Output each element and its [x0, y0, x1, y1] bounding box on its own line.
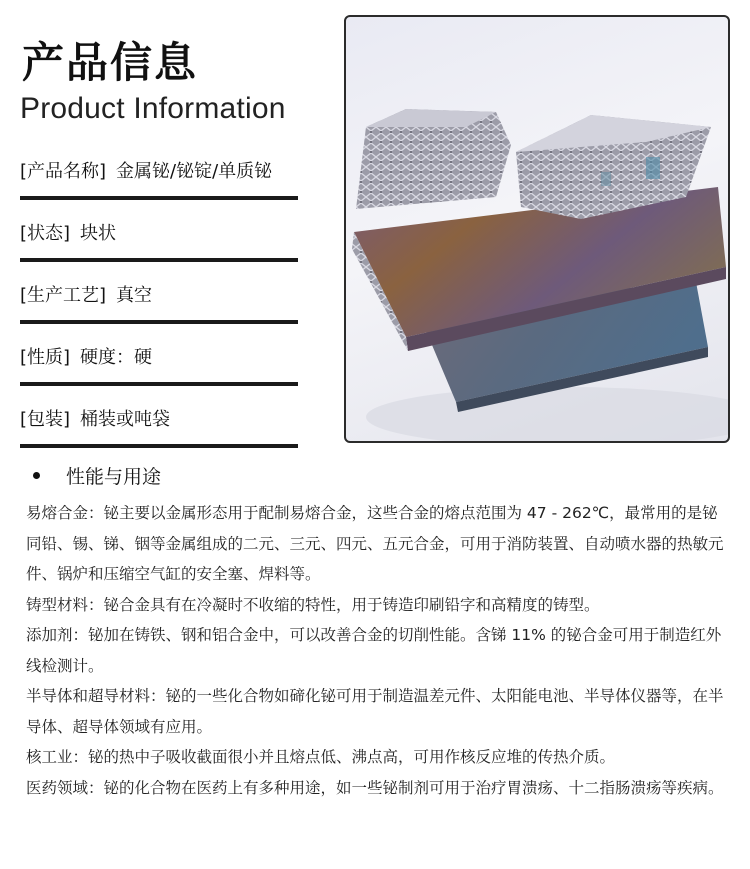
paragraph-fusible-alloy: 易熔合金：铋主要以金属形态用于配制易熔合金，这些合金的熔点范围为 47 - 262℃，最常用的是铋同铅、锡、锑、铟等金属组成的二元、三元、四元、五元合金，可用于消防装置、自动喷水器的热敏元件、锅炉和压缩空气缸的安全塞、焊料等。	[26, 504, 724, 583]
spec-row-process	[20, 267, 298, 324]
spec-value: 金属铋/铋锭/单质铋	[116, 160, 273, 182]
spec-label: [生产工艺]	[20, 284, 107, 306]
spec-row-state	[20, 205, 298, 262]
paragraph-additive: 添加剂：铋加在铸铁、钢和铝合金中，可以改善合金的切削性能。含锑 11% 的铋合金可用于制造红外线检测计。	[26, 626, 722, 675]
paragraph-semiconductor: 半导体和超导材料：铋的一些化合物如碲化铋可用于制造温差元件、太阳能电池、半导体仪器等，在半导体、超导体领域有应用。	[26, 687, 724, 736]
spec-label: [状态]	[20, 222, 71, 244]
bullet-icon	[33, 472, 40, 479]
page-title-en: Product Information	[20, 92, 286, 125]
spec-list	[20, 143, 298, 453]
spec-label: [包装]	[20, 408, 71, 430]
spec-label: [性质]	[20, 346, 71, 368]
section-title: 性能与用途	[66, 466, 162, 488]
spec-row-name	[20, 143, 298, 200]
usage-text	[26, 498, 732, 803]
spec-value: 块状	[80, 222, 117, 244]
paragraph-medical: 医药领域：铋的化合物在医药上有多种用途，如一些铋制剂可用于治疗胃溃疡、十二指肠溃疡等疾病。	[26, 778, 724, 797]
paragraph-casting: 铸型材料：铋合金具有在冷凝时不收缩的特性，用于铸造印刷铅字和高精度的铸型。	[26, 595, 600, 614]
paragraph-nuclear: 核工业：铋的热中子吸收截面很小并且熔点低、沸点高，可用作核反应堆的传热介质。	[26, 748, 616, 766]
page-title-cn: 产品信息	[22, 38, 199, 87]
spec-value: 硬度：硬	[80, 346, 153, 368]
spec-value: 真空	[116, 284, 153, 306]
section-heading	[33, 462, 161, 489]
spec-label: [产品名称]	[20, 160, 107, 182]
spec-value: 桶装或吨袋	[80, 408, 171, 430]
spec-row-package	[20, 391, 298, 448]
bismuth-ingot-photo	[344, 15, 730, 443]
spec-row-property	[20, 329, 298, 386]
